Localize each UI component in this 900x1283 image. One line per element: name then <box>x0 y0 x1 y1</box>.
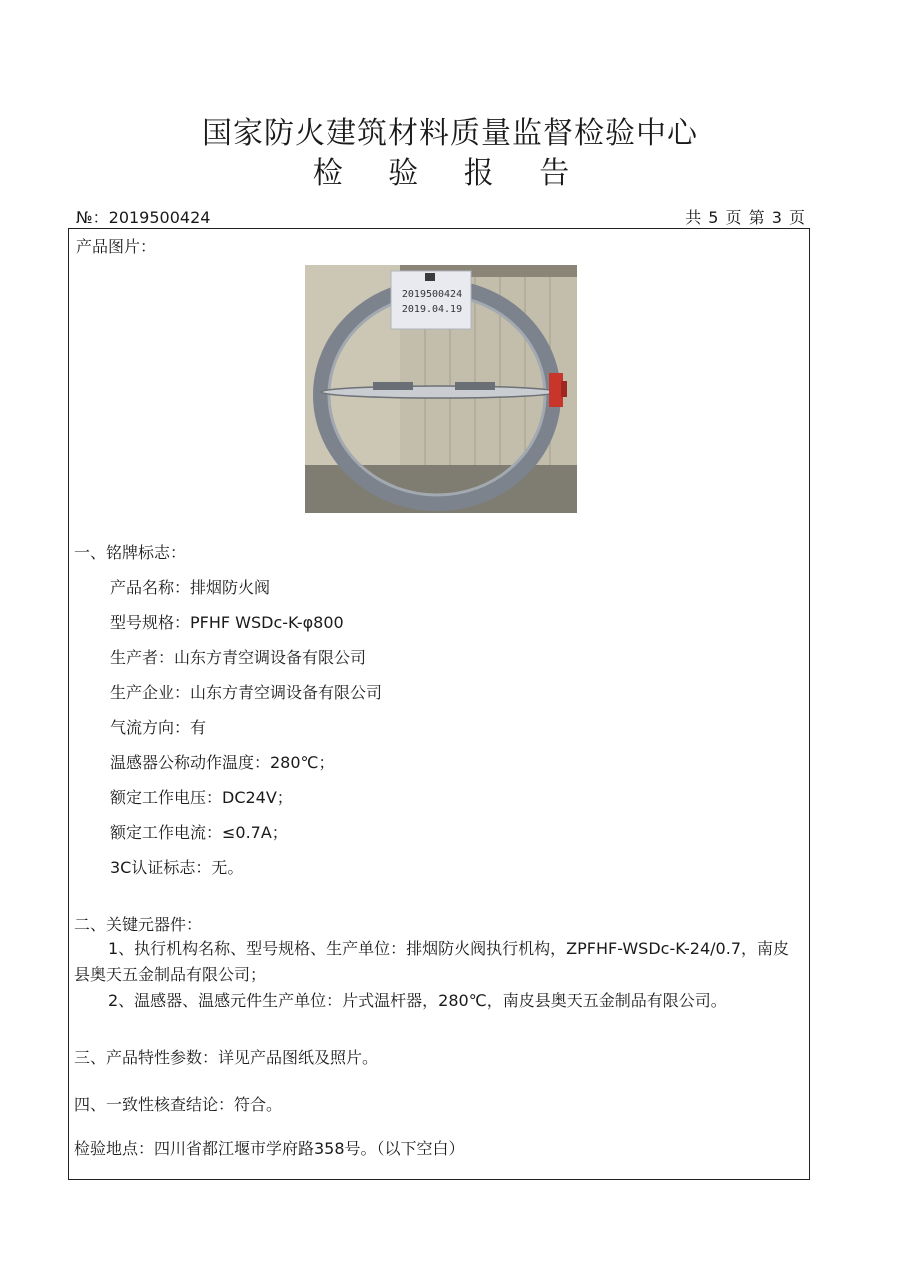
report-number: №：2019500424 <box>76 208 211 227</box>
nameplate-temp: 温感器公称动作温度：280℃； <box>110 753 335 772</box>
page-info: 共 5 页 第 3 页 <box>685 208 806 227</box>
conclusion: 四、一致性核查结论：符合。 <box>74 1095 283 1114</box>
doc-title: 检 验 报 告 <box>312 156 588 191</box>
nameplate-current: 额定工作电流：≤0.7A； <box>110 823 288 842</box>
component-item-1: 1、执行机构名称、型号规格、生产单位：排烟防火阀执行机构，ZPFHF-WSDc-K-24/0.7，南皮县奥天五金制品有限公司； <box>74 939 790 984</box>
test-location: 检验地点：四川省都江堰市学府路358号。（以下空白） <box>74 1139 465 1158</box>
nameplate-model: 型号规格：PFHF WSDc-K-φ800 <box>110 613 344 632</box>
nameplate-producer: 生产者：山东方青空调设备有限公司 <box>110 648 367 667</box>
nameplate-3c: 3C认证标志：无。 <box>110 858 244 877</box>
nameplate-voltage: 额定工作电压：DC24V； <box>110 788 293 807</box>
photo-tag-date: 2019.04.19 <box>401 304 463 315</box>
nameplate-product-name: 产品名称：排烟防火阀 <box>110 578 271 597</box>
nameplate-airflow: 气流方向：有 <box>110 718 207 737</box>
product-photo <box>305 265 577 513</box>
nameplate-manufacturer: 生产企业：山东方青空调设备有限公司 <box>110 683 383 702</box>
characteristics: 三、产品特性参数：详见产品图纸及照片。 <box>74 1048 379 1067</box>
components-heading: 二、关键元器件： <box>74 915 203 934</box>
photo-tag-number: 2019500424 <box>401 289 463 300</box>
nameplate-heading: 一、铭牌标志： <box>74 543 187 562</box>
org-title: 国家防火建筑材料质量监督检验中心 <box>202 116 698 151</box>
component-item-2: 2、温感器、温感元件生产单位：片式温杆器，280℃，南皮县奥天五金制品有限公司。 <box>108 991 727 1010</box>
valve-photo-graphic <box>305 265 577 513</box>
photo-label: 产品图片： <box>76 237 157 256</box>
